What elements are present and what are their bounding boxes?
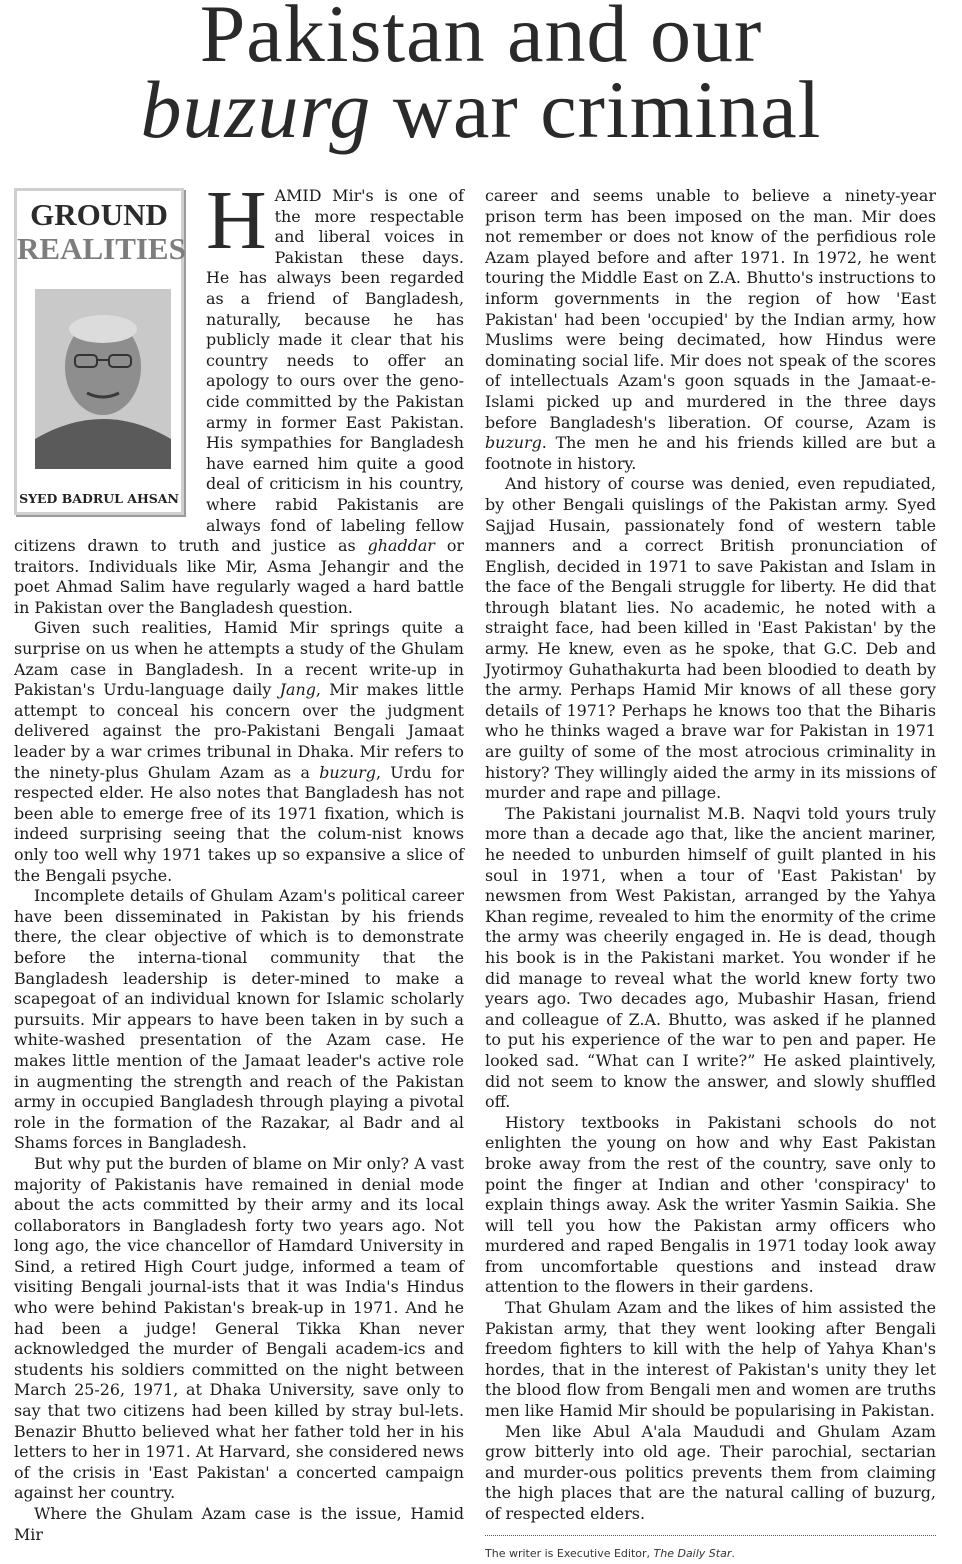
headline-line-2-rest: war criminal — [371, 64, 822, 155]
paragraph-text: Men like Abul A'ala Maududi and Ghulam Azam grow bitterly into old age. Their parochial, sectarian and murder-ous politics prevents them from claiming the high places that are the natural calling of buzurg, of respected elders. — [485, 1421, 936, 1523]
headline-line-1: Pakistan and our — [199, 0, 763, 79]
headline-italic-word: buzurg — [140, 64, 372, 155]
right-column-text — [485, 186, 936, 1525]
article-right-column — [485, 186, 936, 1564]
paragraph — [14, 1504, 464, 1545]
paragraph-text: History textbooks in Pakistani schools do not enlighten the young on how and why East Pakistan broke away from the rest of the country, save only to point the finger at Indian and other 'conspiracy' to explain things away. Ask the writer Yasmin Saikia. She will tell you how the Pakistan army officers who murdered and raped Bengalis in 1971 today look away from uncomfortable questions and instead draw attention to the flowers in their gardens. — [485, 1112, 936, 1297]
footer-divider — [485, 1535, 936, 1540]
article-left-column — [14, 174, 465, 1545]
paragraph-text: , Mir makes little attempt to conceal his concern over the judgment delivered against the pro-Pakistani Bengali Jamaat leader by a war crimes tribunal in Dhaka. Mir refers to the ninety-plus Ghulam Azam as a — [14, 680, 464, 782]
author-photo-icon — [35, 289, 171, 469]
author-footnote — [485, 1544, 936, 1564]
paragraph — [14, 1154, 464, 1504]
column-kicker-realities: REALITIES — [17, 231, 186, 266]
paragraph — [485, 474, 936, 804]
paragraph-text: , Urdu for respected elder. He also notes that Bangladesh has not been able to emerge free of its 1971 fixation, which is indeed surprising seeing that the colum-nist knows only too well why 1971 takes up so expansive a slice of the Bengali psyche. — [14, 762, 464, 885]
italic-term: Jang — [279, 680, 316, 700]
paragraph — [14, 618, 464, 886]
paragraph — [485, 1298, 936, 1422]
footnote-publication: The Daily Star — [653, 1546, 732, 1560]
headline — [0, 0, 962, 155]
paragraph-text: Given such realities, Hamid Mir springs quite a surprise on us when he attempts a study of the Ghulam Azam case in Bangladesh. In a recent write-up in Pakistan's Urdu-language daily — [14, 618, 464, 700]
italic-term: buzurg — [485, 433, 542, 453]
paragraph-text: The Pakistani journalist M.B. Naqvi told yours truly more than a decade ago that, like the ancient mariner, he needed to unburden himself of guilt planted in his soul in 1971, when a tour of 'East Pakistan' by newsmen from West Pakistan, arranged by the Yahya Khan regime, revealed to him the enormity of the crime the army was cheerily engaged in. He is dead, though his book is in the Pakistani market. You wonder if he did manage to reveal what the world knew forty two years ago. Two decades ago, Mubashir Hasan, friend and colleague of Z.A. Bhutto, was asked if he planned to put his experience of the war to pen and paper. He looked sad. “What can I write?” He asked plaintively, did not seem to know the answer, and slowly shuffled off. — [485, 803, 936, 1112]
paragraph-text: AMID Mir's is one of the more respectable and liberal voices in Pakistan these days. He has always been regarded as a friend of Bangladesh, naturally, because he has publicly made it clear that his country needs to offer an apology to ours over the geno-cide committed by the Pakistan army in former East Pakistan. His sympathies for Bangladesh have earned him quite a good deal of criticism in his country, where rabid Pakistanis are always fond of labeling fellow citizens drawn to truth and justice as — [14, 186, 464, 556]
paragraph — [14, 886, 464, 1154]
paragraph-text: Incomplete details of Ghulam Azam's political career have been disseminated in Pakistan by his friends there, the clear objective of which is to demonstrate before the interna-tional community that the Bangladesh leadership is deter-mined to make a scapegoat of an individual known for Islamic scholarly pursuits. Mir appears to have been taken in by such a white-washed presentation of the Azam case. He makes little mention of the Jamaat leader's active role in augmenting the strength and reach of the Pakistan army in occupied Bangladesh through playing a pivotal role in the formation of the Razakar, al Badr and al Shams forces in Bangladesh. — [14, 886, 464, 1153]
footnote-prefix: The writer is Executive Editor, — [485, 1546, 654, 1560]
footnote-suffix: . — [731, 1546, 735, 1560]
italic-term: buzurg — [319, 762, 376, 782]
author-byline: SYED BADRUL AHSAN — [19, 491, 179, 506]
headline-line-2 — [0, 64, 962, 155]
column-box — [14, 188, 184, 515]
paragraph-text: career and seems unable to believe a ninety-year prison term has been imposed on the man. Mir does not remember or does not know of the perfidious role Azam played before and after 1971. In 1972, he went touring the Middle East on Z.A. Bhutto's instructions to inform governments in the region of how 'East Pakistan' had been 'occupied' by the Indian army, how Muslims were being decimated, how Hindus were dominating social life. Mir does not speak of the scores of intellectuals Azam's goon squads in the Jamaat-e-Islami picked up and murdered in the three days before Bangladesh's liberation. Of course, Azam is — [485, 186, 936, 432]
paragraph-text: But why put the burden of blame on Mir only? A vast majority of Pakistanis have remained in denial mode about the acts committed by their army and its local collaborators in Bangladesh forty two years ago. Not long ago, the vice chancellor of Hamdard University in Sind, a retired High Court judge, informed a team of visiting Bengali journal-ists that it was India's Hindus who were behind Pakistan's break-up in 1971. And he had been a judge! General Tikka Khan never acknowledged the murder of Bengali academ-ics and students his soldiers committed on the night between March 25-26, 1971, at Dhaka University, save only to say that two citizens had been killed by stray bul-lets. Benazir Bhutto believed what her father told her in his letters to her in 1971. At Harvard, she considered news of the crisis in 'East Pakistan' a concerted campaign against her country. — [14, 1153, 464, 1503]
paragraph — [485, 1113, 936, 1298]
paragraph-text: . The men he and his friends killed are but a footnote in history. — [485, 433, 936, 473]
author-photo — [35, 289, 171, 469]
paragraph-text: That Ghulam Azam and the likes of him assisted the Pakistan army, that they went looking after Bengali freedom fighters to kill with the help of Yahya Khan's hordes, that in the interest of Pakistan's unity they let the blood flow from Bengali men and women are truths men like Hamid Mir should be popularising in Pakistan. — [485, 1298, 936, 1421]
paragraph — [485, 1422, 936, 1525]
paragraph-text: And history of course was denied, even repudiated, by other Bengali quislings of the Pakistan army. Syed Sajjad Husain, passionately fond of western table manners and a correct British pronunciation of English, decided in 1971 to save Pakistan and Islam in the face of the Bengali struggle for liberty. He did that through blatant lies. No academic, he noted with a straight face, had been killed in 'East Pakistan' by the army. He knew, even as he spoke, that G.C. Deb and Jyotirmoy Guhathakurta had been bloodied to death by the army. Perhaps Hamid Mir knows of all these gory details of 1971? Perhaps he knows too that the Biharis who he thinks waged a brave war for Pakistan in 1971 are guilty of some of the most atrocious criminality in history? They willingly aided the army in its missions of murder and rape and pillage. — [485, 474, 936, 803]
paragraph — [485, 804, 936, 1113]
paragraph-text: or traitors. Individuals like Mir, Asma Jehangir and the poet Ahmad Salim have regularly waged a hard battle in Pakistan over the Bangladesh question. — [14, 536, 465, 617]
paragraph — [485, 186, 936, 474]
drop-cap: H — [206, 174, 267, 267]
paragraph-text: Where the Ghulam Azam case is the issue, Hamid Mir — [14, 1504, 464, 1544]
italic-term: ghaddar — [367, 536, 435, 556]
column-kicker-ground: GROUND — [30, 197, 168, 232]
